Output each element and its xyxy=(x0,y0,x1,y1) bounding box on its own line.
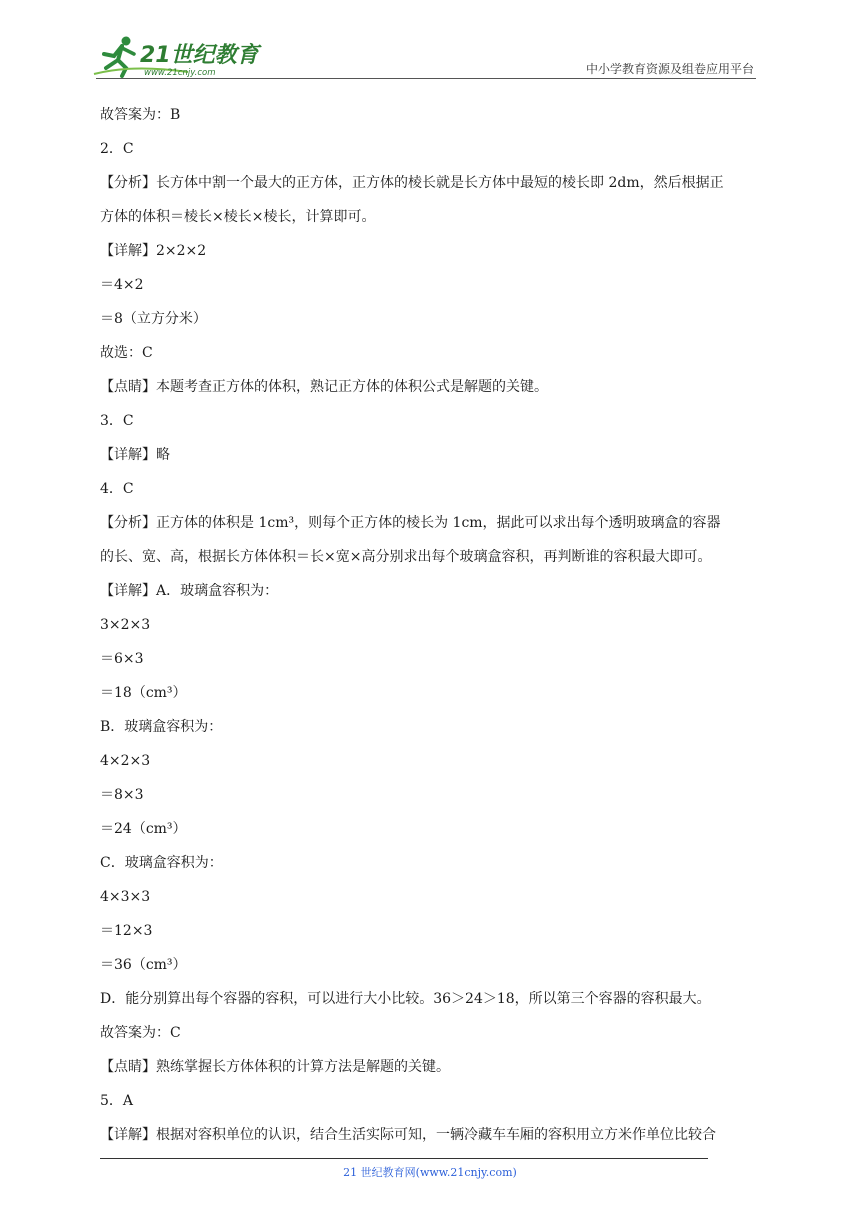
footer-link[interactable]: 21 世纪教育网(www.21cnjy.com) xyxy=(343,1166,517,1179)
text-line: 3×2×3 xyxy=(100,617,151,633)
text-line: 故答案为：C xyxy=(100,1025,181,1041)
text-line: 3．C xyxy=(100,413,134,429)
logo-url: www.21cnjy.com xyxy=(144,68,216,78)
text-line: 【分析】长方体中割一个最大的正方体，正方体的棱长就是长方体中最短的棱长即 2dm，然后根据正 xyxy=(100,175,724,191)
text-line: 4．C xyxy=(100,481,134,497)
text-line: ＝18（cm³） xyxy=(100,685,187,701)
text-line: 【详解】根据对容积单位的认识，结合生活实际可知，一辆冷藏车车厢的容积用立方米作单位比较合 xyxy=(100,1127,716,1143)
site-logo xyxy=(92,34,262,80)
text-line: 5．A xyxy=(100,1093,134,1109)
text-line: 【分析】正方体的体积是 1cm³，则每个正方体的棱长为 1cm，据此可以求出每个透明玻璃盒的容器 xyxy=(100,515,721,531)
text-line: 【详解】略 xyxy=(100,447,170,463)
text-line: 【点睛】本题考查正方体的体积，熟记正方体的体积公式是解题的关键。 xyxy=(100,379,548,395)
footer-divider xyxy=(100,1158,708,1159)
text-line: 4×3×3 xyxy=(100,889,151,905)
document-body xyxy=(100,98,770,1152)
text-line: ＝12×3 xyxy=(100,923,153,939)
text-line: 【点睛】熟练掌握长方体体积的计算方法是解题的关键。 xyxy=(100,1059,450,1075)
text-line: 【详解】2×2×2 xyxy=(100,243,207,259)
text-line: ＝8（立方分米） xyxy=(100,311,207,327)
page-header xyxy=(0,0,860,90)
text-line: ＝24（cm³） xyxy=(100,821,187,837)
text-line: 故答案为：B xyxy=(100,107,181,123)
text-line: 【详解】A．玻璃盒容积为： xyxy=(100,583,279,599)
text-line: 4×2×3 xyxy=(100,753,151,769)
text-line: 方体的体积＝棱长×棱长×棱长，计算即可。 xyxy=(100,209,376,225)
text-line: 故选：C xyxy=(100,345,153,361)
text-line: C．玻璃盒容积为： xyxy=(100,855,223,871)
text-line: 2．C xyxy=(100,141,134,157)
text-line: ＝6×3 xyxy=(100,651,144,667)
header-divider xyxy=(96,78,756,79)
platform-name: 中小学教育资源及组卷应用平台 xyxy=(585,62,754,76)
text-line: ＝36（cm³） xyxy=(100,957,187,973)
logo-title: 21世纪教育 xyxy=(140,43,259,68)
text-line: B．玻璃盒容积为： xyxy=(100,719,223,735)
text-line: D．能分别算出每个容器的容积，可以进行大小比较。36＞24＞18，所以第三个容器的容积最大。 xyxy=(100,991,711,1007)
text-line: 的长、宽、高，根据长方体体积＝长×宽×高分别求出每个玻璃盒容积，再判断谁的容积最大即可。 xyxy=(100,549,712,565)
text-line: ＝4×2 xyxy=(100,277,144,293)
text-line: ＝8×3 xyxy=(100,787,144,803)
